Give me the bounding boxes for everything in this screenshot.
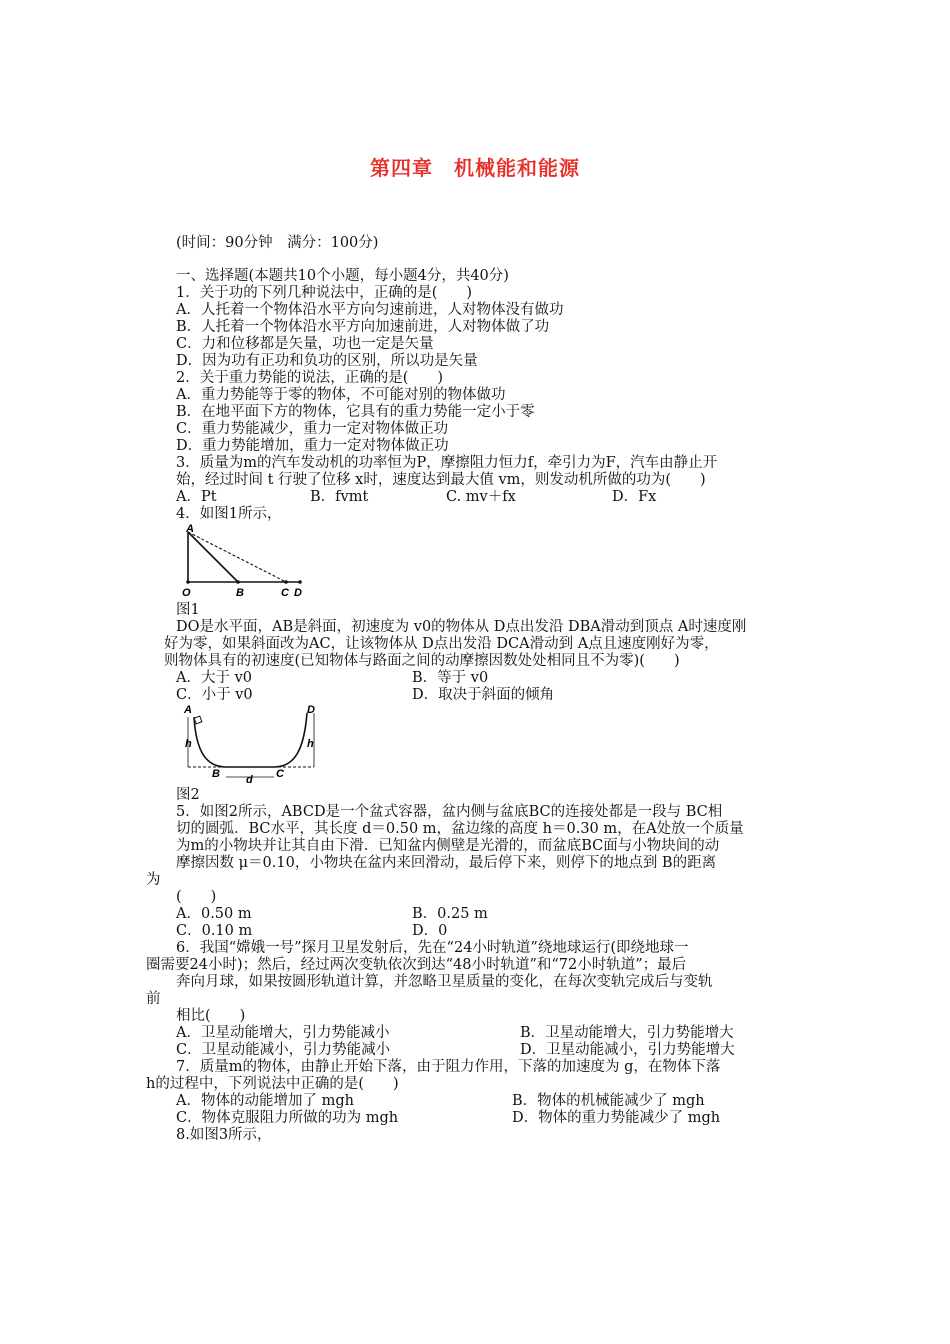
q4-option-b: B．等于 v0 bbox=[412, 670, 489, 686]
section-heading: 一、选择题(本题共10个小题，每小题4分，共40分) bbox=[176, 268, 509, 284]
q5-option-c: C．0.10 m bbox=[176, 923, 253, 939]
q7-option-a: A．物体的动能增加了 mgh bbox=[176, 1093, 354, 1109]
q7-option-d: D．物体的重力势能减少了 mgh bbox=[512, 1110, 721, 1126]
chapter-title: 第四章 机械能和能源 bbox=[370, 156, 580, 180]
q2-option-d: D．重力势能增加，重力一定对物体做正功 bbox=[176, 438, 449, 454]
q5-line2: 切的圆弧．BC水平，其长度 d＝0.50 m，盆边缘的高度 h＝0.30 m，在A处放一个质量 bbox=[176, 821, 744, 837]
q5-line3: 为m的小物块并让其自由下滑．已知盆内侧壁是光滑的，而盆底BC面与小物块间的动 bbox=[176, 838, 720, 854]
q7-option-b: B．物体的机械能减少了 mgh bbox=[512, 1093, 705, 1109]
q5-option-a: A．0.50 m bbox=[176, 906, 252, 922]
q5-line5: 为 bbox=[146, 872, 161, 888]
figure-2 bbox=[176, 703, 326, 785]
fig2-label-d-length: d bbox=[246, 774, 253, 785]
q4-option-d: D．取决于斜面的倾角 bbox=[412, 687, 555, 703]
q4-option-c: C．小于 v0 bbox=[176, 687, 253, 703]
q6-line3: 奔向月球，如果按圆形轨道计算，并忽略卫星质量的变化，在每次变轨完成后与变轨 bbox=[176, 974, 713, 990]
q5-line6: ( ) bbox=[176, 889, 217, 905]
q5-line4: 摩擦因数 μ＝0.10，小物块在盆内来回滑动，最后停下来，则停下的地点到 B的距离 bbox=[176, 855, 717, 871]
q1-option-a: A．人托着一个物体沿水平方向匀速前进，人对物体没有做功 bbox=[176, 302, 564, 318]
q2-option-b: B．在地平面下方的物体，它具有的重力势能一定小于零 bbox=[176, 404, 535, 420]
q4-line3: 则物体具有的初速度(已知物体与路面之间的动摩擦因数处处相同且不为零)( ) bbox=[164, 653, 680, 669]
q2-option-c: C．重力势能减少，重力一定对物体做正功 bbox=[176, 421, 449, 437]
q8-stem: 8.如图3所示， bbox=[176, 1127, 272, 1143]
time-info: (时间：90分钟 满分：100分) bbox=[176, 235, 379, 251]
q3-option-d: D．Fx bbox=[612, 489, 657, 505]
fig1-label-d: D bbox=[294, 587, 302, 599]
fig2-label-h-left: h bbox=[185, 738, 192, 750]
fig2-label-b: B bbox=[212, 768, 220, 780]
q6-option-b: B．卫星动能增大，引力势能增大 bbox=[520, 1025, 734, 1041]
q6-line1: 6．我国“嫦娥一号”探月卫星发射后，先在“24小时轨道”绕地球运行(即绕地球一 bbox=[176, 940, 689, 956]
fig1-label-a: A bbox=[186, 524, 194, 535]
q4-option-a: A．大于 v0 bbox=[176, 670, 252, 686]
fig1-label-c: C bbox=[281, 587, 289, 599]
q3-line2: 始，经过时间 t 行驶了位移 x时，速度达到最大值 vm，则发动机所做的功为( ) bbox=[176, 472, 706, 488]
q2-option-a: A．重力势能等于零的物体，不可能对别的物体做功 bbox=[176, 387, 506, 403]
q5-option-b: B．0.25 m bbox=[412, 906, 488, 922]
q4-stem: 4．如图1所示， bbox=[176, 506, 282, 522]
q6-option-d: D．卫星动能减小，引力势能增大 bbox=[520, 1042, 735, 1058]
fig2-caption: 图2 bbox=[176, 787, 200, 803]
q6-option-c: C．卫星动能减小，引力势能减小 bbox=[176, 1042, 391, 1058]
q3-option-b: B．fvmt bbox=[310, 489, 369, 505]
q1-option-d: D．因为功有正功和负功的区别，所以功是矢量 bbox=[176, 353, 478, 369]
q4-line1: DO是水平面，AB是斜面，初速度为 v0的物体从 D点出发沿 DBA滑动到顶点 A时速度刚 bbox=[176, 619, 747, 635]
fig2-label-d: D bbox=[307, 704, 315, 716]
fig2-label-c: C bbox=[276, 768, 284, 780]
fig2-label-a: A bbox=[184, 704, 192, 716]
fig1-label-o: O bbox=[182, 587, 191, 599]
q7-option-c: C．物体克服阻力所做的功为 mgh bbox=[176, 1110, 399, 1126]
q6-line2: 圈需要24小时)；然后，经过两次变轨依次到达“48小时轨道”和“72小时轨道”；最后 bbox=[146, 957, 687, 973]
q7-line1: 7．质量m的物体，由静止开始下落，由于阻力作用，下落的加速度为 g，在物体下落 bbox=[176, 1059, 721, 1075]
q2-stem: 2．关于重力势能的说法，正确的是( ) bbox=[176, 370, 444, 386]
q5-option-d: D．0 bbox=[412, 923, 448, 939]
q6-line4: 前 bbox=[146, 991, 161, 1007]
q3-option-a: A．Pt bbox=[176, 489, 217, 505]
figure-1 bbox=[176, 524, 316, 600]
q1-option-b: B．人托着一个物体沿水平方向加速前进，人对物体做了功 bbox=[176, 319, 550, 335]
fig1-caption: 图1 bbox=[176, 602, 200, 618]
fig2-label-h-right: h bbox=[307, 738, 314, 750]
q7-line2: h的过程中，下列说法中正确的是( ) bbox=[146, 1076, 399, 1092]
q3-option-c: C. mv＋fx bbox=[446, 489, 516, 505]
q3-line1: 3．质量为m的汽车发动机的功率恒为P，摩擦阻力恒力f，牵引力为F，汽车由静止开 bbox=[176, 455, 718, 471]
q4-line2: 好为零，如果斜面改为AC，让该物体从 D点出发沿 DCA滑动到 A点且速度刚好为零， bbox=[164, 636, 719, 652]
q6-option-a: A．卫星动能增大，引力势能减小 bbox=[176, 1025, 390, 1041]
q1-option-c: C．力和位移都是矢量，功也一定是矢量 bbox=[176, 336, 434, 352]
q6-line5: 相比( ) bbox=[176, 1008, 246, 1024]
q5-line1: 5．如图2所示，ABCD是一个盆式容器，盆内侧与盆底BC的连接处都是一段与 BC相 bbox=[176, 804, 723, 820]
q1-stem: 1．关于功的下列几种说法中，正确的是( ) bbox=[176, 285, 473, 301]
fig1-label-b: B bbox=[236, 587, 244, 599]
